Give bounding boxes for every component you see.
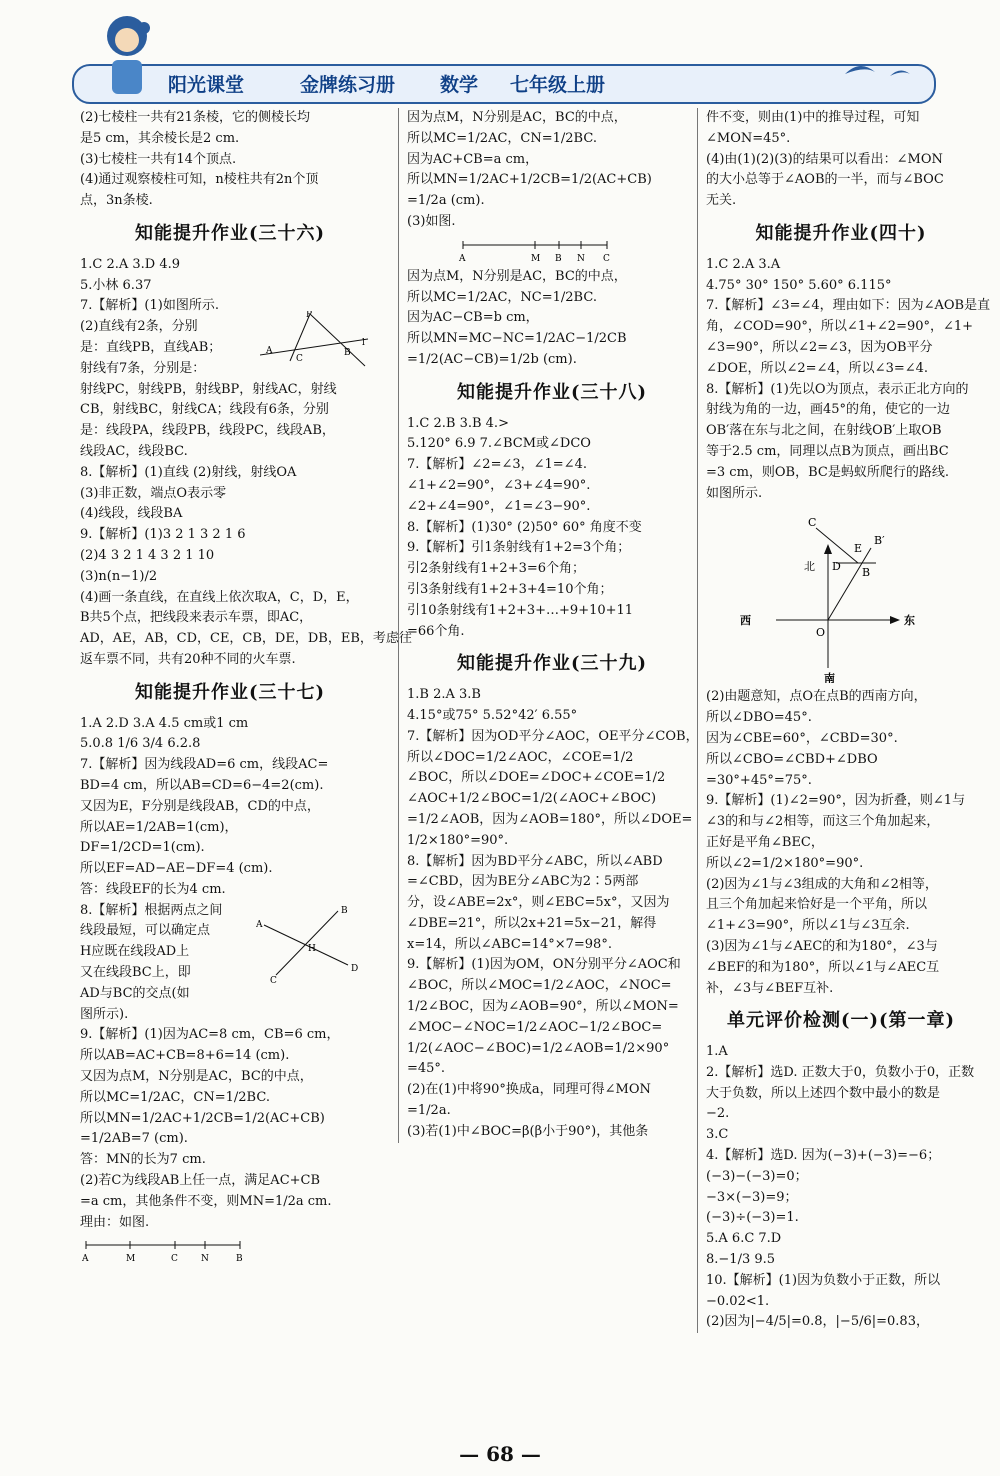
label-a: A xyxy=(82,1254,89,1264)
text-line: 引2条射线有1+2+3=6个角； xyxy=(407,561,586,577)
text-line: 所以∠CBO=∠CBD+∠DBO xyxy=(706,751,878,767)
text-block xyxy=(80,714,380,1264)
text-line: 无关. xyxy=(706,193,737,209)
text-line: 又因为E，F分别是线段AB，CD的中点， xyxy=(80,798,320,814)
text-line: 因为∠CBE=60°，∠CBD=30°. xyxy=(706,730,898,746)
text-line: (−3)÷(−3)=1. xyxy=(706,1210,799,1226)
text-line: 4.15°或75° 5.52°42′ 6.55° xyxy=(407,707,578,723)
text-line: 所以MC=1/2AC，CN=1/2BC. xyxy=(80,1089,270,1105)
west-label: 西 xyxy=(740,614,751,628)
text-line: 所以MC=1/2AC，NC=1/2BC. xyxy=(407,289,597,305)
text-block xyxy=(407,685,697,1143)
text-line: 所以MC=1/2AC，CN=1/2BC. xyxy=(407,130,597,146)
text-line: 1/2∠BOC，因为∠AOB=90°，所以∠MON= xyxy=(407,999,679,1015)
text-line: 5.小林 6.37 xyxy=(80,277,152,293)
label-n: N xyxy=(577,253,585,263)
text-line: (2)4 3 2 1 4 3 2 1 10 xyxy=(80,547,215,563)
text-line: 7.【解析】因为OD平分∠AOC，OE平分∠COB， xyxy=(407,728,699,744)
text-line: 3.C xyxy=(706,1127,729,1143)
text-line: ∠1+∠3=90°，所以∠1与∠3互余. xyxy=(706,918,910,934)
text-block xyxy=(706,108,976,212)
text-line: ∠DBE=21°，所以2x+21=5x−21，解得 xyxy=(407,915,657,931)
text-line: =66个角. xyxy=(407,623,465,639)
text-line: ∠DOE，所以∠2=∠4，所以∠3=∠4. xyxy=(706,360,929,376)
text-line: 大于负数，所以上述四个数中最小的数是 xyxy=(706,1085,941,1101)
text-line: (2)在(1)中将90°换成a，同理可得∠MON xyxy=(407,1082,651,1098)
text-line: ∠MOC−∠NOC=1/2∠AOC−1/2∠BOC= xyxy=(407,1019,663,1035)
text-line: 引10条射线有1+2+3+…+9+10+11 xyxy=(407,602,634,618)
text-line: =1/2a (cm). xyxy=(407,193,485,209)
text-line: 又在线段BC上，即 xyxy=(80,965,191,981)
label-o: O xyxy=(816,626,826,640)
text-line: 9.【解析】(1)因为OM，ON分别平分∠AOC和 xyxy=(407,957,681,973)
text-line: 正好是平角∠BEC， xyxy=(706,834,824,850)
text-line: 1.A 2.D 3.A 4.5 cm或1 cm xyxy=(80,715,249,731)
text-line: 是5 cm，其余棱长是2 cm. xyxy=(80,130,240,146)
column-3 xyxy=(697,108,991,1333)
text-line: DF=1/2CD=1(cm). xyxy=(80,840,205,856)
mascot-icon xyxy=(92,8,162,103)
label-b: B xyxy=(341,905,348,916)
label-b: B xyxy=(555,253,562,263)
text-line: 线段AC，线段BC. xyxy=(80,443,188,459)
text-line: 10.【解析】(1)因为负数小于正数，所以 xyxy=(706,1272,941,1288)
section-title: 知能提升作业(四十) xyxy=(755,222,927,244)
text-line: 9.【解析】(1)3 2 1 3 2 1 6 xyxy=(80,527,246,543)
text-line: (2)因为|−4/5|=0.8，|−5/6|=0.83， xyxy=(706,1314,929,1330)
label-c: C xyxy=(296,354,303,365)
text-line: 的大小总等于∠AOB的一半，而与∠BOC xyxy=(706,172,944,188)
text-line: =30°+45°=75°. xyxy=(706,772,812,788)
section-title: 知能提升作业(三十九) xyxy=(456,653,648,675)
label-b: B xyxy=(236,1254,243,1264)
text-block xyxy=(706,1042,976,1333)
label-m: M xyxy=(126,1254,136,1264)
text-line: 所以MN=MC−NC=1/2AC−1/2CB xyxy=(407,331,627,347)
text-line: (4)画一条直线，在直线上依次取A，C，D，E， xyxy=(80,589,359,605)
section-title: 知能提升作业(三十六) xyxy=(134,222,326,244)
label-d: D xyxy=(832,560,841,574)
text-line: BD=4 cm，所以AB=CD=6−4=2(cm). xyxy=(80,777,324,793)
text-line: =1/2AB=7 (cm). xyxy=(80,1131,188,1147)
text-line: 9.【解析】引1条射线有1+2=3个角； xyxy=(407,540,631,556)
section-title: 知能提升作业(三十八) xyxy=(456,381,648,403)
text-line: 所以AE=1/2AB=1(cm)， xyxy=(80,819,238,835)
text-line: 如图所示. xyxy=(706,485,763,501)
text-line: ∠BOC，所以∠MOC=1/2∠AOC，∠NOC= xyxy=(407,978,672,994)
text-line: B共5个点，把线段来表示车票，即AC， xyxy=(80,610,313,626)
text-line: 5.120° 6.9 7.∠BCM或∠DCO xyxy=(407,436,591,452)
text-line: 4.【解析】选D. 因为(−3)+(−3)=−6； xyxy=(706,1148,941,1164)
text-line: 8.【解析】根据两点之间 xyxy=(80,902,223,918)
text-line: 理由：如图. xyxy=(80,1214,150,1230)
text-line: =1/2(AC−CB)=1/2b (cm). xyxy=(407,351,577,367)
label-a: A xyxy=(459,253,466,263)
label-b: B xyxy=(344,348,351,359)
text-line: ∠MON=45°. xyxy=(706,130,791,146)
text-line: 点，3n条棱. xyxy=(80,193,153,209)
text-line: 5.0.8 1/6 3/4 6.2.8 xyxy=(80,736,201,752)
text-line: −2. xyxy=(706,1106,730,1122)
text-line: 所以∠DOC=1/2∠AOC，∠COE=1/2 xyxy=(407,749,634,765)
text-line: =45°. xyxy=(407,1061,446,1077)
text-line: 9.【解析】(1)∠2=90°，因为折叠，则∠1与 xyxy=(706,793,966,809)
label-b: B xyxy=(862,566,871,580)
text-line: 等于2.5 cm，同理以点B为顶点，画出BC xyxy=(706,443,949,459)
text-line: =1/2a. xyxy=(407,1103,451,1119)
text-line: 答：线段EF的长为4 cm. xyxy=(80,881,226,897)
text-line: −3×(−3)=9； xyxy=(706,1189,798,1205)
text-line: (3)n(n−1)/2 xyxy=(80,568,158,584)
text-line: 是：直线PB，直线AB； xyxy=(80,339,222,355)
text-line: (3)非正数，端点O表示零 xyxy=(80,485,227,501)
text-line: 件不变，则由(1)中的推导过程，可知 xyxy=(706,110,920,125)
text-line: 8.【解析】因为BD平分∠ABC，所以∠ABD xyxy=(407,853,663,869)
text-line: CB，射线BC，射线CA；线段有6条，分别 xyxy=(80,402,329,418)
text-line: 1/2(∠AOC−∠BOC)=1/2∠AOB=1/2×90° xyxy=(407,1040,670,1056)
text-line: 返车票不同，共有20种不同的火车票. xyxy=(80,651,296,667)
text-line: =1/2∠AOB，因为∠AOB=180°，所以∠DOE= xyxy=(407,811,693,827)
text-line: 1.C 2.A 3.D 4.9 xyxy=(80,256,181,272)
text-block xyxy=(407,414,697,643)
text-line: =a cm，其他条件不变，则MN=1/2a cm. xyxy=(80,1193,332,1209)
text-line: ∠3=90°，所以∠2=∠3，因为OB平分 xyxy=(706,339,933,355)
text-line: 所以MN=1/2AC+1/2CB=1/2(AC+CB) xyxy=(407,172,652,188)
text-line: 7.【解析】因为线段AD=6 cm，线段AC= xyxy=(80,757,329,773)
header xyxy=(0,0,1000,110)
label-n: N xyxy=(201,1254,209,1264)
label-e: E xyxy=(854,542,863,556)
header-series: 金牌练习册 xyxy=(300,74,396,96)
column-1 xyxy=(80,108,412,1267)
text-line: 7.【解析】∠3=∠4，理由如下：因为∠AOB是直 xyxy=(706,298,991,314)
text-line: 所以EF=AD−AE−DF=4 (cm). xyxy=(80,861,273,877)
text-line: 是：线段PA，线段PB，线段PC，线段AB， xyxy=(80,423,335,439)
text-line: AD，AE，AB，CD，CE，CB，DE，DB，EB，考虑往 xyxy=(80,631,412,647)
label-c: C xyxy=(808,516,817,530)
text-line: ∠1+∠2=90°，∠3+∠4=90°. xyxy=(407,477,591,493)
label-p: P xyxy=(306,311,313,321)
label-b-prime: B′ xyxy=(874,534,885,548)
text-line: OB′落在东与北之间，在射线OB′上取OB xyxy=(706,423,942,439)
text-line: 因为点M，N分别是AC，BC的中点， xyxy=(407,268,627,284)
text-line: 8.【解析】(1)直线 (2)射线，射线OA xyxy=(80,464,297,480)
text-line: (3)因为∠1与∠AEC的和为180°，∠3与 xyxy=(706,938,938,954)
text-line: (4)线段，线段BA xyxy=(80,506,183,522)
text-line: 引3条射线有1+2+3+4=10个角； xyxy=(407,581,613,597)
section-title: 单元评价检测(一)(第一章) xyxy=(726,1010,956,1032)
text-line: 且三个角加起来恰好是一个平角，所以 xyxy=(706,897,928,913)
text-line: 所以MN=1/2AC+1/2CB=1/2(AC+CB) xyxy=(80,1110,325,1126)
text-block xyxy=(407,108,697,371)
north-label: 北 xyxy=(804,560,815,574)
text-line: 答：MN的长为7 cm. xyxy=(80,1152,206,1168)
header-brand: 阳光课堂 xyxy=(168,74,245,96)
text-line: 射线为角的一边，画45°的角，使它的一边 xyxy=(706,402,951,418)
label-m: M xyxy=(531,253,541,263)
text-line: 1.B 2.A 3.B xyxy=(407,687,481,703)
text-line: 9.【解析】(1)因为AC=8 cm，CB=6 cm， xyxy=(80,1027,340,1043)
text-line: x=14，所以∠ABC=14°×7=98°. xyxy=(407,936,612,952)
text-line: 1.A xyxy=(706,1044,728,1060)
text-line: 射线PC，射线PB，射线BP，射线AC，射线 xyxy=(80,381,337,397)
text-line: (2)由题意知，点O在点B的西南方向， xyxy=(706,689,927,705)
header-subject: 数学 xyxy=(440,74,479,96)
text-block xyxy=(706,687,976,999)
text-line: (3)七棱柱一共有14个顶点. xyxy=(80,151,237,167)
segment-figure-2 xyxy=(407,237,617,263)
text-line: ∠2+∠4=90°，∠1=∠3−90°. xyxy=(407,498,591,514)
text-line: 2.【解析】选D. 正数大于0，负数小于0，正数 xyxy=(706,1064,975,1080)
text-line: ∠AOC+1/2∠BOC=1/2(∠AOC+∠BOC) xyxy=(407,791,657,807)
text-line: (2)直线有2条，分别 xyxy=(80,319,198,335)
text-line: (4)通过观察棱柱可知，n棱柱共有2n个顶 xyxy=(80,172,319,188)
text-line: (3)如图. xyxy=(407,213,456,229)
text-line: ∠3的和与∠2相等，而这三个角加起来， xyxy=(706,814,940,830)
text-line: ∠BOC，所以∠DOE=∠DOC+∠COE=1/2 xyxy=(407,770,666,786)
text-line: =∠CBD，因为BE分∠ABC为2∶5两部 xyxy=(407,874,639,890)
text-line: 线段最短，可以确定点 xyxy=(80,923,211,939)
label-l: l xyxy=(362,338,365,349)
label-d: D xyxy=(351,963,359,974)
text-line: (−3)−(−3)=0； xyxy=(706,1168,808,1184)
text-block xyxy=(80,255,412,671)
text-line: 角，∠COD=90°，所以∠1+∠2=90°，∠1+ xyxy=(706,319,974,335)
compass-figure xyxy=(706,508,976,683)
text-line: −0.02<1. xyxy=(706,1293,770,1309)
text-line: 因为AC+CB=a cm， xyxy=(407,151,539,167)
section-title: 知能提升作业(三十七) xyxy=(134,681,326,703)
text-line: 1.C 2.A 3.A xyxy=(706,256,781,272)
text-line: 所以∠2=1/2×180°=90°. xyxy=(706,855,864,871)
label-c: C xyxy=(270,975,277,983)
label-c: C xyxy=(171,1254,178,1264)
text-line: =3 cm，则OB，BC是蚂蚁所爬行的路线. xyxy=(706,464,949,480)
text-line: 5.A 6.C 7.D xyxy=(706,1231,782,1247)
text-line: (3)若(1)中∠BOC=β(β小于90°)，其他条 xyxy=(407,1123,649,1139)
page-number: — 68 — xyxy=(459,1442,541,1466)
text-line: (2)七棱柱一共有21条棱，它的侧棱长均 xyxy=(80,110,310,125)
label-h: H xyxy=(308,943,316,954)
text-line: H应既在线段AD上 xyxy=(80,944,190,960)
text-line: 补，∠3与∠BEF互补. xyxy=(706,980,834,996)
text-line: 1/2×180°=90°. xyxy=(407,832,509,848)
text-line: 7.【解析】(1)如图所示. xyxy=(80,298,219,314)
text-block xyxy=(706,255,991,505)
text-line: (2)若C为线段AB上任一点，满足AC+CB xyxy=(80,1173,321,1189)
text-line: 1.C 2.B 3.B 4.> xyxy=(407,415,509,431)
text-line: 8.【解析】(1)30° (2)50° 60° 角度不变 xyxy=(407,519,642,535)
label-a: A xyxy=(256,919,263,930)
text-line: 所以∠DBO=45°. xyxy=(706,710,812,726)
birds-icon xyxy=(840,54,920,84)
text-line: (4)由(1)(2)(3)的结果可以看出：∠MON xyxy=(706,151,943,167)
figure-intersection xyxy=(256,903,366,983)
label-a: A xyxy=(266,346,273,357)
segment-figure-1 xyxy=(80,1237,260,1263)
text-line: 8.【解析】(1)先以O为顶点，表示正北方向的 xyxy=(706,381,969,397)
text-block xyxy=(80,108,380,212)
header-grade: 七年级上册 xyxy=(510,74,606,96)
figure-lines xyxy=(260,311,370,371)
text-line: ∠BEF的和为180°，所以∠1与∠AEC互 xyxy=(706,959,940,975)
text-line: 4.75° 30° 150° 5.60° 6.115° xyxy=(706,277,892,293)
text-line: 射线有7条，分别是： xyxy=(80,360,206,376)
text-line: 又因为点M，N分别是AC，BC的中点， xyxy=(80,1069,313,1085)
text-line: 8.−1/3 9.5 xyxy=(706,1252,776,1268)
text-line: AD与BC的交点(如 xyxy=(80,985,190,1001)
text-line: 因为点M，N分别是AC，BC的中点， xyxy=(407,110,627,125)
text-line: 7.【解析】∠2=∠3，∠1=∠4. xyxy=(407,457,587,473)
text-line: 分，设∠ABE=2x°，则∠EBC=5x°，又因为 xyxy=(407,895,670,911)
south-label: 南 xyxy=(824,672,835,684)
east-label: 东 xyxy=(904,614,915,628)
text-line: 因为AC−CB=b cm， xyxy=(407,310,539,326)
text-line: (2)因为∠1与∠3组成的大角和∠2相等， xyxy=(706,876,938,892)
column-2 xyxy=(398,108,697,1143)
text-line: 图所示). xyxy=(80,1006,129,1022)
label-c: C xyxy=(603,253,610,263)
text-line: 所以AB=AC+CB=8+6=14 (cm). xyxy=(80,1048,290,1064)
